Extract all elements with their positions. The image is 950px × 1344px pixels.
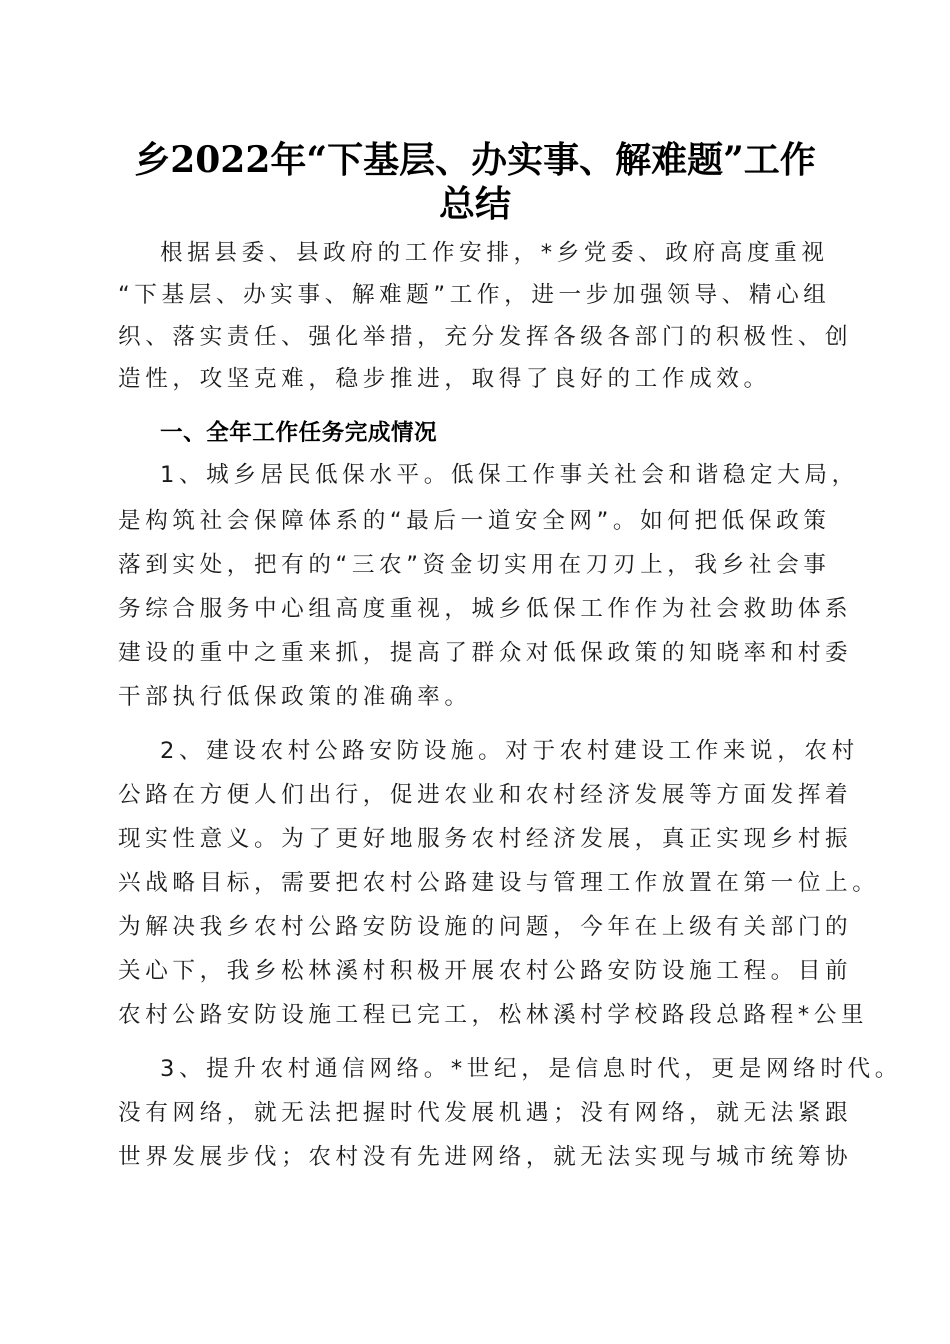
- item3-line: 3、提升农村通信网络。*世纪，是信息时代，更是网络时代。: [160, 1056, 902, 1082]
- item2-line: 公路在方便人们出行，促进农业和农村经济发展等方面发挥着: [118, 782, 853, 808]
- section-heading: 一、全年工作任务完成情况: [160, 420, 438, 446]
- item2-line: 为解决我乡农村公路安防设施的问题，今年在上级有关部门的: [118, 914, 853, 940]
- document-title-line-1: 乡2022年“下基层、办实事、解难题”工作: [134, 139, 816, 181]
- item2-line: 兴战略目标，需要把农村公路建设与管理工作放置在第一位上。: [118, 870, 880, 896]
- item3-line: 没有网络，就无法把握时代发展机遇；没有网络，就无法紧跟: [118, 1100, 853, 1126]
- item2-line: 农村公路安防设施工程已完工，松林溪村学校路段总路程*公里: [118, 1002, 869, 1028]
- item1-line: 干部执行低保政策的准确率。: [118, 684, 472, 710]
- item2-line: 2、建设农村公路安防设施。对于农村建设工作来说，农村: [160, 738, 859, 764]
- item3-line: 世界发展步伐；农村没有先进网络，就无法实现与城市统筹协: [118, 1144, 853, 1170]
- item1-line: 1、城乡居民低保水平。低保工作事关社会和谐稳定大局，: [160, 462, 859, 488]
- intro-line: 织、落实责任、强化举措，充分发挥各级各部门的积极性、创: [118, 324, 853, 350]
- document-title-line-2: 总结: [438, 183, 511, 225]
- item2-line: 现实性意义。为了更好地服务农村经济发展，真正实现乡村振: [118, 826, 853, 852]
- intro-line: 根据县委、县政府的工作安排，*乡党委、政府高度重视: [160, 240, 829, 266]
- item1-line: 是构筑社会保障体系的“最后一道安全网”。如何把低保政策: [118, 508, 831, 534]
- intro-line: “下基层、办实事、解难题”工作，进一步加强领导、精心组: [118, 282, 831, 308]
- item1-line: 务综合服务中心组高度重视，城乡低保工作作为社会救助体系: [118, 596, 853, 622]
- item1-line: 建设的重中之重来抓，提高了群众对低保政策的知晓率和村委: [118, 640, 853, 666]
- intro-line: 造性，攻坚克难，稳步推进，取得了良好的工作成效。: [118, 366, 771, 392]
- item1-line: 落到实处，把有的“三农”资金切实用在刀刃上，我乡社会事: [118, 552, 831, 578]
- item2-line: 关心下，我乡松林溪村积极开展农村公路安防设施工程。目前: [118, 958, 853, 984]
